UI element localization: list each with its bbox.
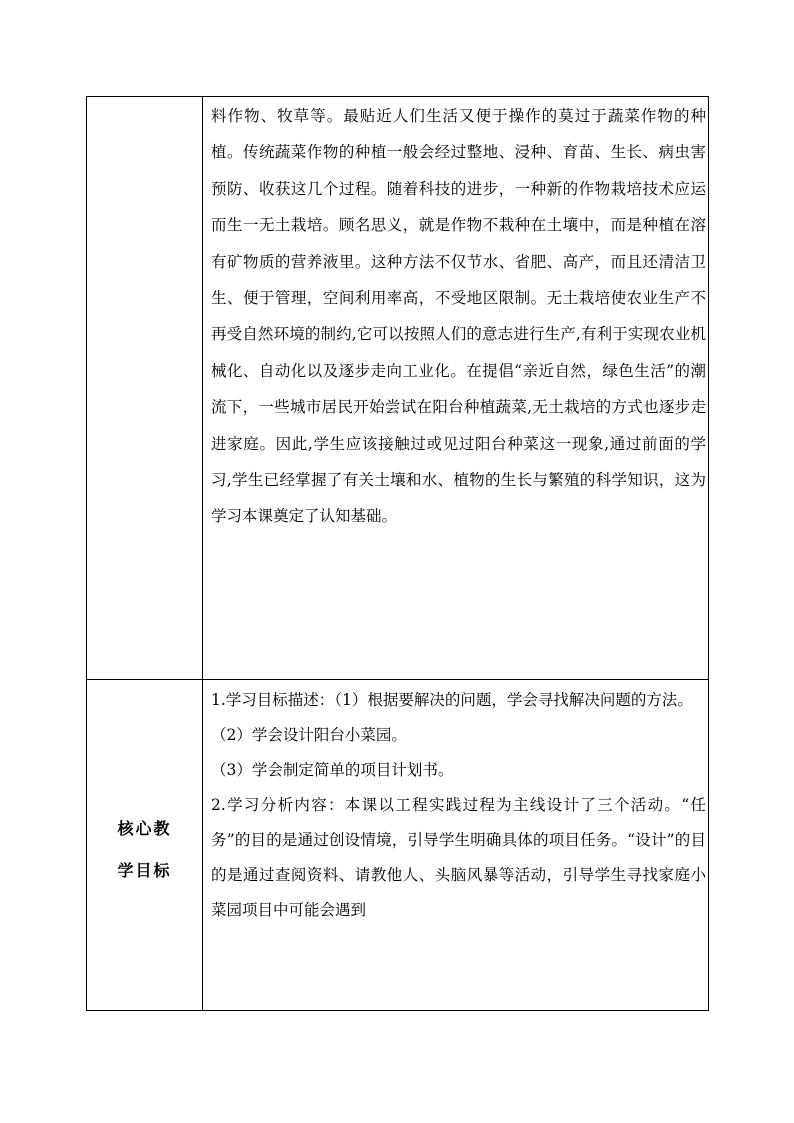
lesson-plan-table: [86, 96, 709, 1011]
table-row-learner-analysis: [87, 97, 709, 680]
row-content-cell: [203, 680, 709, 1011]
objective-item: 1.学习目标描述：（1）根据要解决的问题，学会寻找解决问题的方法。: [211, 691, 693, 709]
objective-item: （2）学会设计阳台小菜园。: [211, 726, 407, 744]
objective-item: （3）学会制定简单的项目计划书。: [211, 761, 454, 779]
table-row-core-objectives: [87, 680, 709, 1011]
learner-analysis-text: 料作物、牧草等。最贴近人们生活又便于操作的莫过于蔬菜作物的种植。传统蔬菜作物的种植一般会经过整地、浸种、育苗、生长、病虫害预防、收获这几个过程。随着科技的进步，一种新的作物栽培技术应运而生一无土栽培。顾名思义，就是作物不栽种在土壤中，而是种植在溶有矿物质的营养液里。这种方法不仅节水、省肥、高产，而且还清洁卫生、便于管理，空间利用率高，不受地区限制。无土栽培使农业生产不再受自然环境的制约,它可以按照人们的意志进行生产,有利于实现农业机械化、自动化以及逐步走向工业化。在提倡“亲近自然，绿色生活”的潮流下，一些城市居民开始尝试在阳台种植蔬菜,无土栽培的方式也逐步走进家庭。因此,学生应该接触过或见过阳台种菜这一现象,通过前面的学习,学生已经掌握了有关土壤和水、植物的生长与繁殖的科学知识，这为学习本课奠定了认知基础。: [211, 107, 706, 526]
row-label-cell: [87, 97, 203, 680]
row-label-cell: [87, 680, 203, 1011]
objective-item: 2.学习分析内容：本课以工程实践过程为主线设计了三个活动。“任务”的目的是通过创设情境，引导学生明确具体的项目任务。“设计”的目的是通过查阅资料、请教他人、头脑风暴等活动，引导学生寻找家庭小菜园项目中可能会遇到: [211, 796, 706, 919]
row-content-cell: [203, 97, 709, 680]
objectives-list: [211, 680, 708, 928]
core-objectives-label: 核心教学目标: [117, 819, 172, 880]
